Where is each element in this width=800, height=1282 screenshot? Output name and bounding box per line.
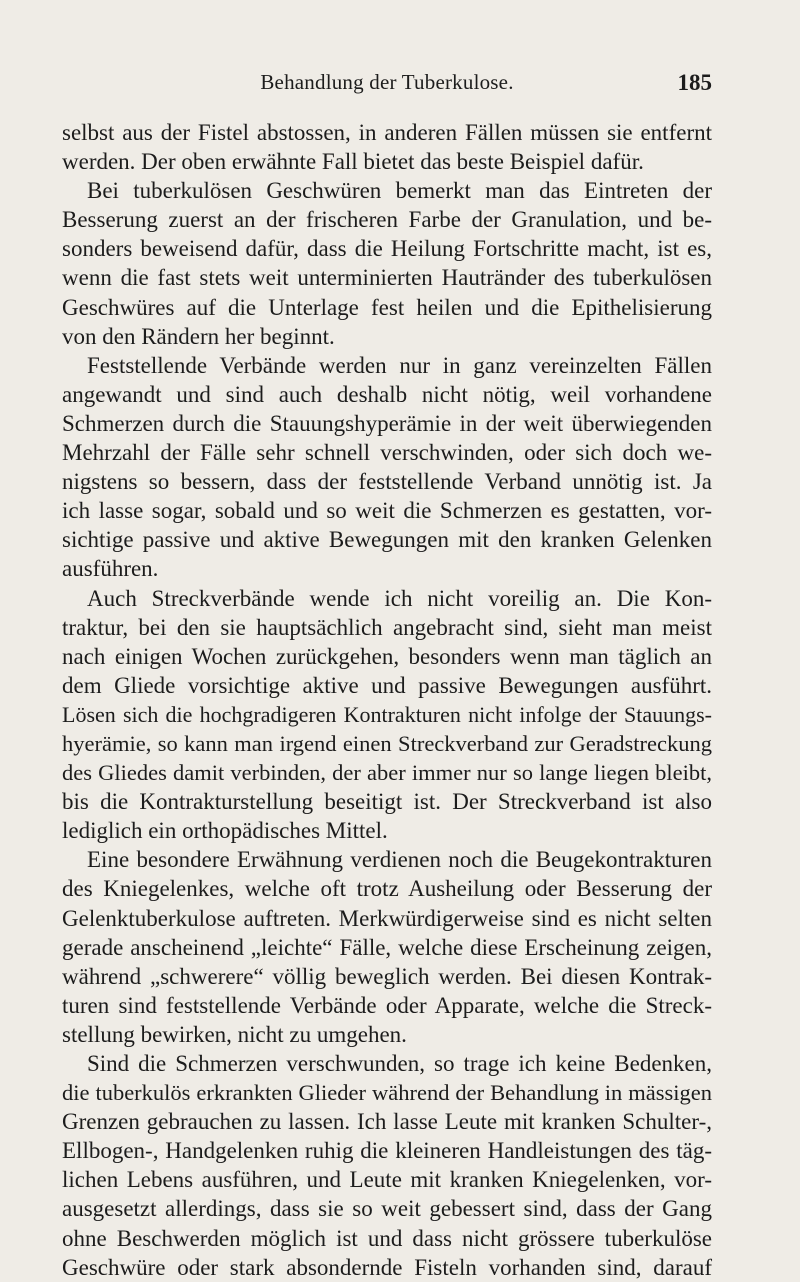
text-line: dem Gliede vorsichtige aktive und passive Bewegungen ausführt. bbox=[62, 672, 712, 698]
text-line: turen sind feststellende Verbände oder Apparate, welche die Streck- bbox=[62, 992, 712, 1018]
text-line: Grenzen gebrauchen zu lassen. Ich lasse Leute mit kranken Schulter-, bbox=[62, 1109, 712, 1135]
text-line: ich lasse sogar, sobald und so weit die Schmerzen es gestatten, vor- bbox=[62, 498, 712, 524]
text-line: die tuberkulös erkrankten Glieder während der Behandlung in mässigen bbox=[62, 1080, 712, 1106]
text-line: Lösen sich die hochgradigeren Kontrakturen nicht infolge der Stauungs- bbox=[62, 701, 712, 727]
text-line: von den Rändern her beginnt. bbox=[62, 323, 335, 349]
text-line: wenn die fast stets weit unterminierten Hautränder des tuberkulösen bbox=[62, 265, 712, 291]
text-line: während „schwerere“ völlig beweglich werden. Bei diesen Kontrak- bbox=[62, 963, 712, 989]
text-line: sonders beweisend dafür, dass die Heilung Fortschritte macht, ist es, bbox=[62, 236, 712, 262]
text-line: Mehrzahl der Fälle sehr schnell verschwinden, oder sich doch we- bbox=[62, 440, 712, 466]
text-line: Gelenktuberkulose auftreten. Merkwürdigerweise sind es nicht selten bbox=[62, 905, 712, 931]
text-line: traktur, bei den sie hauptsächlich angebracht sind, sieht man meist bbox=[62, 614, 712, 640]
running-title: Behandlung der Tuberkulose. bbox=[260, 70, 514, 94]
text-line: Auch Streckverbände wende ich nicht voreilig an. Die Kon- bbox=[87, 585, 712, 611]
text-line: Schmerzen durch die Stauungshyperämie in der weit überwiegenden bbox=[62, 410, 712, 436]
text-line: Eine besondere Erwähnung verdienen noch die Beugekontrakturen bbox=[87, 847, 712, 873]
running-header bbox=[62, 70, 712, 100]
text-line: hyerämie, so kann man irgend einen Streckverband zur Geradstreckung bbox=[62, 730, 712, 756]
text-line: gerade anscheinend „leichte“ Fälle, welche diese Erscheinung zeigen, bbox=[62, 934, 712, 960]
text-line: des Gliedes damit verbinden, der aber immer nur so lange liegen bleibt, bbox=[62, 760, 712, 786]
text-line: Besserung zuerst an der frischeren Farbe der Granulation, und be- bbox=[62, 207, 712, 233]
text-line: werden. Der oben erwähnte Fall bietet das beste Beispiel dafür. bbox=[62, 149, 644, 175]
text-line: Bei tuberkulösen Geschwüren bemerkt man das Eintreten der bbox=[87, 178, 712, 204]
text-line: angewandt und sind auch deshalb nicht nötig, weil vorhandene bbox=[62, 381, 712, 407]
text-line: Feststellende Verbände werden nur in ganz vereinzelten Fällen bbox=[87, 352, 712, 378]
text-line: Ellbogen-, Handgelenken ruhig die kleineren Handleistungen des täg- bbox=[62, 1138, 712, 1164]
text-line: nach einigen Wochen zurückgehen, besonders wenn man täglich an bbox=[62, 643, 712, 669]
text-line: sichtige passive und aktive Bewegungen mit den kranken Gelenken bbox=[62, 527, 712, 553]
text-line: des Kniegelenkes, welche oft trotz Ausheilung oder Besserung der bbox=[62, 876, 712, 902]
text-line: ausführen. bbox=[62, 556, 159, 582]
text-line: lichen Lebens ausführen, und Leute mit kranken Kniegelenken, vor- bbox=[62, 1167, 712, 1193]
text-line: nigstens so bessern, dass der feststellende Verband unnötig ist. Ja bbox=[62, 469, 712, 495]
text-line: selbst aus der Fistel abstossen, in anderen Fällen müssen sie entfernt bbox=[62, 120, 712, 145]
text-line: Geschwüre oder stark absondernde Fisteln vorhanden sind, darauf bbox=[62, 1254, 712, 1280]
text-line: stellung bewirken, nicht zu umgehen. bbox=[62, 1021, 407, 1047]
body-text bbox=[62, 118, 712, 1282]
text-line: ausgesetzt allerdings, dass sie so weit gebessert sind, dass der Gang bbox=[62, 1196, 712, 1222]
text-line: ohne Beschwerden möglich ist und dass nicht grössere tuberkulöse bbox=[62, 1225, 712, 1251]
text-line: lediglich ein orthopädisches Mittel. bbox=[62, 818, 388, 844]
text-line: Geschwüres auf die Unterlage fest heilen und die Epithelisierung bbox=[62, 294, 712, 320]
page-number: 185 bbox=[677, 70, 712, 95]
text-line: bis die Kontrakturstellung beseitigt ist. Der Streckverband ist also bbox=[62, 789, 712, 815]
text-line: Sind die Schmerzen verschwunden, so trage ich keine Bedenken, bbox=[87, 1051, 712, 1076]
